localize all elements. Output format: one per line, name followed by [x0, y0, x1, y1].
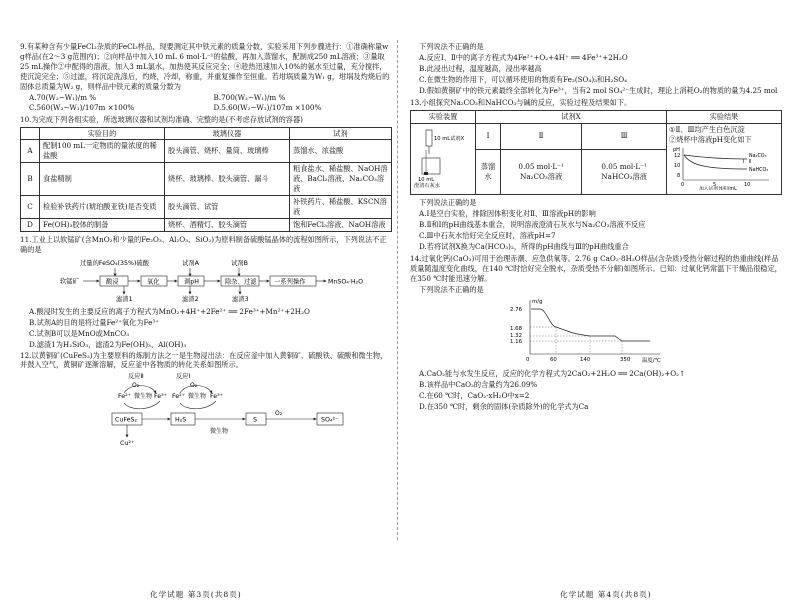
table-row	[21, 140, 392, 163]
h2s-box: H₂S	[175, 416, 187, 424]
question-14-stem: 14.过氧化钙(CaO₂)可用于治理赤潮、应急供氧等。2.76 g CaO₂·8H₂O样品(含杂质)受热分解过程的热重曲线(样品质量随温度变化曲线，在140 ℃时恰好完全脱水，杂质受热不分解)如图所示。已知：过氧化钙常温下干燥品很稳定，在350 ℃时能迅速分解。	[410, 254, 782, 283]
question-12-stem: 12.以黄铜矿(CuFeS₂)为主要原料的炼制方法之一是生物浸出法：在反应釜中加入黄铜矿、硫酸铁、硫酸和微生物，并鼓入空气，黄铜矿逐渐溶解，反应釜中各物质的转化关系如图所示。	[20, 350, 388, 370]
o2-label-b: O₂	[190, 382, 198, 390]
thermogravimetric-graph	[410, 296, 782, 366]
table-header-row	[21, 127, 392, 140]
question-11-option-c: C.试剂B可以是MnO或MnCO₃	[29, 328, 130, 338]
o2-label-c: O₂	[275, 410, 283, 418]
page-divider	[397, 40, 398, 540]
flow-product: MnSO₄·H₂O	[328, 278, 364, 286]
flow-waste-1: 滤渣1	[116, 295, 133, 302]
question-13-option-a: A.Ⅰ是空白实验，排除因体积变化对Ⅱ、Ⅲ溶液pH的影响	[419, 209, 596, 219]
table-cell: 饱和FeCl₃溶液、NaOH溶液	[290, 219, 392, 232]
question-11-stem: 11.工业上以软锰矿(含MnO₂和少量的Fe₂O₃、Al₂O₃、SiO₂)为原料制备硫酸锰晶体的流程如图所示，下列说法不正确的是	[20, 234, 387, 254]
flow-reagent-top: 过量的FeSO₄(35%)硫酸	[80, 259, 150, 267]
table-cell: 补铁药片、稀盐酸、KSCN溶液	[290, 196, 392, 219]
reagent-water: 蒸馏水	[476, 149, 501, 195]
graph-x-label: 加入试剂体积/mL	[699, 187, 737, 191]
fe3-label-b: Fe³⁺	[210, 393, 223, 401]
table-cell: 烧杯、玻璃棒、胶头滴管、漏斗	[165, 163, 290, 196]
question-10-table	[20, 127, 392, 232]
table-row	[21, 163, 392, 196]
table-cell: 粗食盐水、稀盐酸、NaOH溶液、BaCl₂溶液、Na₂CO₃溶液	[290, 163, 392, 196]
question-13-option-b: B.Ⅱ和Ⅰ的pH曲线基本重合，说明溶液澄清石灰水与Na₂CO₃溶液不反应	[419, 220, 646, 230]
device-label-limewater: 澄清石灰水	[414, 182, 440, 188]
tg-y-132: 1.32	[510, 332, 523, 339]
question-12-diagram	[20, 371, 392, 449]
tg-y-276: 2.76	[510, 306, 523, 313]
table-cell: C	[21, 196, 40, 219]
fe2-label-b: Fe²⁺	[172, 393, 185, 401]
page-footer-right: 化学试题 第4页(共8页)	[560, 590, 652, 599]
flow-start: 软锰矿	[60, 277, 79, 285]
flow-reagent-a: 试剂A	[182, 259, 199, 267]
device-label-x: 10 mL试剂X	[434, 135, 465, 142]
flow-box-5: 一系列操作	[274, 278, 306, 286]
flow-waste-3: 滤渣3	[232, 295, 249, 302]
graph-y-10: 10	[674, 163, 681, 170]
table-cell: Fe(OH)₃胶体的制备	[40, 219, 165, 232]
question-13-table	[410, 110, 782, 196]
left-page	[20, 42, 392, 599]
page-footer-left: 化学试题 第3页(共8页)	[150, 590, 242, 599]
flow-box-4: 除杂、过滤	[225, 278, 257, 286]
question-13-prompt: 下列说法正确的是	[419, 198, 477, 208]
table-row	[411, 123, 782, 149]
question-9-stem: 9.有某种含有少量FeCl₂杂质的FeCl₃样品，现要测定其中铁元素的质量分数，实验采用下列步骤进行：①准确称量w g样品(在2～3 g范围内)；②向样品中加入10 mL 6 mol·L⁻¹的盐酸，再加入蒸馏水，配制成250 mL溶液；③量取25 mL操作②中配得的溶液，加入3 mL氯水，加热使其反应完全；④趁热迅速加入10%的氨水至过量，充分搅拌，使沉淀完全；⑤过滤，将沉淀洗涤后，灼烧，冷却，称重，并重复操作至恒重。若坩埚质量为W₁ g，坩埚及灼烧后的固体总质量为W₂ g，则样品中铁元素的质量分数为	[20, 42, 390, 91]
table-cell: B	[21, 163, 40, 196]
question-9-option-d: D.5.60(W₂−W₁)/107m ×100%	[213, 102, 322, 112]
graph-nahco3: NaHCO₃	[749, 168, 769, 174]
flow-box-2: 氧化	[147, 278, 160, 286]
tg-x-350: 350	[620, 356, 631, 363]
table-cell: 胶头滴管、烧杯、量筒、玻璃棒	[165, 140, 290, 163]
result-1: ①Ⅱ、Ⅲ均产生白色沉淀	[669, 124, 745, 134]
table-cell: 胶头滴管、试管	[165, 196, 290, 219]
table-cell: 检验补铁药片(琥珀酸亚铁)是否变质	[40, 196, 165, 219]
question-13-stem: 13.小组探究Na₂CO₃和NaHCO₃与碱的反应，实验过程及结果如下。	[410, 97, 632, 107]
apparatus-diagram	[412, 128, 468, 188]
so4-box: SO₄²⁻	[321, 416, 339, 424]
table-header-cell: 实验目的	[40, 127, 165, 140]
graph-x-10: 10	[744, 182, 751, 189]
table-cell: 配制100 mL一定物质的量浓度的稀盐酸	[40, 140, 165, 163]
flow-box-1: 酸浸	[106, 278, 119, 286]
tg-y-label: m/g	[532, 298, 543, 305]
table-cell: 蒸馏水、浓盐酸	[290, 140, 392, 163]
right-page	[410, 42, 782, 599]
graph-curve-ii: Ⅱ	[749, 160, 752, 166]
microbe-label-1: 微生物	[134, 393, 153, 401]
question-9-option-a: A.70(W₂−W₁)/m %	[29, 92, 97, 102]
question-11-option-b: B.试剂A的目的是将过量Fe²⁺氧化为Fe³⁺	[29, 317, 160, 327]
question-11-flowchart	[20, 258, 392, 302]
table-row	[21, 196, 392, 219]
question-14-option-d: D.在350 ℃时，剩余的固体(杂质除外)的化学式为Ca	[419, 401, 589, 411]
question-12-option-c: C.在微生物的作用下，可以循环使用的物质有Fe₂(SO₄)₃和H₂SO₄	[419, 74, 628, 84]
header-device: 实验装置	[411, 110, 476, 123]
graph-ph-label: pH	[673, 147, 680, 154]
question-13-option-d: D.若将试剂X换为Ca(HCO₃)₂，所得的pH曲线与Ⅲ的pH曲线重合	[419, 242, 629, 252]
question-12-prompt: 下列说法不正确的是	[419, 42, 484, 51]
question-12-option-a: A.反应Ⅰ、Ⅱ中的离子方程式为4Fe²⁺+O₂+4H⁺ ══ 4Fe³⁺+2H₂O	[419, 52, 628, 62]
o2-label-a: O₂	[132, 382, 140, 390]
device-label-volume: 10 mL	[418, 176, 435, 183]
tg-y-116: 1.16	[510, 338, 523, 345]
tg-x-60: 60	[550, 356, 557, 363]
tg-y-168: 1.68	[510, 325, 523, 332]
device-cell	[411, 123, 476, 195]
table-cell: D	[21, 219, 40, 232]
graph-x-0: 0	[681, 182, 685, 189]
question-11-option-a: A.酸浸时发生的主要反应的离子方程式为MnO₂+4H⁺+2Fe²⁺ ══ 2Fe³⁺+Mn²⁺+2H₂O	[29, 306, 310, 316]
ph-curve-graph	[669, 144, 773, 190]
cu2-label: Cu²⁺	[120, 440, 135, 448]
header-reagent: 试剂X	[476, 110, 667, 123]
question-10-stem: 10.为完成下列各组实验，所选玻璃仪器和试剂均准确、完整的是(不考虑存放试剂的容器)	[20, 114, 303, 124]
table-cell: 烧杯、酒精灯、胶头滴管	[165, 219, 290, 232]
question-12-option-d: D.假如黄铜矿中的铁元素最终全部转化为Fe³⁺，当有2 mol SO₄²⁻生成时，理论上消耗O₂的物质的量为4.25 mol	[419, 85, 778, 95]
flow-box-3: 调pH	[184, 278, 200, 286]
fe3-label-a: Fe³⁺	[154, 393, 167, 401]
reaction-2-label: 反应Ⅱ	[128, 373, 144, 381]
reagent-col-2: Ⅱ	[500, 123, 581, 149]
s-box: S	[253, 416, 257, 424]
result-cell	[667, 123, 782, 195]
table-header-row	[411, 110, 782, 123]
microbe-label-2: 微生物	[188, 393, 207, 401]
table-cell: A	[21, 140, 40, 163]
graph-y-8: 8	[677, 173, 681, 180]
graph-curve-i: Ⅰ	[743, 160, 745, 166]
table-row	[21, 219, 392, 232]
question-14-option-b: B.该样品中CaO₂的含量约为26.09%	[419, 379, 538, 389]
tg-x-label: 温度/℃	[642, 357, 661, 364]
reaction-1-label: 反应Ⅰ	[176, 373, 191, 381]
reagent-col-1: Ⅰ	[476, 123, 501, 149]
table-header-cell	[21, 127, 40, 140]
flow-reagent-b: 试剂B	[231, 259, 248, 267]
header-result: 实验结果	[667, 110, 782, 123]
cufes2-box: CuFeS₂	[115, 416, 138, 424]
question-9-option-c: C.560(W₂−W₁)/107m ×100%	[29, 102, 135, 112]
flow-waste-2: 滤渣2	[182, 295, 199, 302]
table-cell: 食盐精制	[40, 163, 165, 196]
question-14-prompt: 下列说法不正确的是	[419, 284, 484, 294]
question-13-option-c: C.Ⅲ中石灰水恰好完全反应时，溶液pH=7	[419, 231, 556, 241]
fe2-label-a: Fe²⁺	[118, 393, 131, 401]
table-header-cell: 试剂	[290, 127, 392, 140]
microbe-label-3: 微生物	[210, 428, 229, 436]
question-14-option-a: A.CaO₂能与水发生反应，反应的化学方程式为2CaO₂+2H₂O ══ 2Ca(OH)₂+O₂↑	[419, 368, 686, 378]
tg-x-0: 0	[526, 356, 530, 363]
tg-x-140: 140	[580, 356, 591, 363]
graph-na2co3: Na₂CO₃	[749, 154, 767, 160]
question-9-options	[20, 93, 392, 113]
question-11-option-d: D.滤渣1为H₂SiO₃，滤渣2为Fe(OH)₃、Al(OH)₃	[29, 339, 187, 349]
reagent-na2co3: 0.05 mol·L⁻¹ Na₂CO₃溶液	[500, 149, 581, 195]
question-12-option-b: B.此浸出过程，温度越高，浸出率越高	[419, 63, 542, 73]
result-2: ②烧杯中溶液pH变化如下	[669, 134, 752, 144]
graph-x-5: 5	[713, 182, 717, 189]
table-header-cell: 玻璃仪器	[165, 127, 290, 140]
question-14-option-c: C.在60 ℃时，CaO₂·xH₂O中x=2	[419, 390, 530, 400]
reagent-col-3: Ⅲ	[582, 123, 667, 149]
question-9-option-b: B.700(W₂−W₁)/m %	[213, 92, 286, 102]
reagent-nahco3: 0.05 mol·L⁻¹ NaHCO₃溶液	[582, 149, 667, 195]
graph-y-12: 12	[674, 153, 681, 160]
